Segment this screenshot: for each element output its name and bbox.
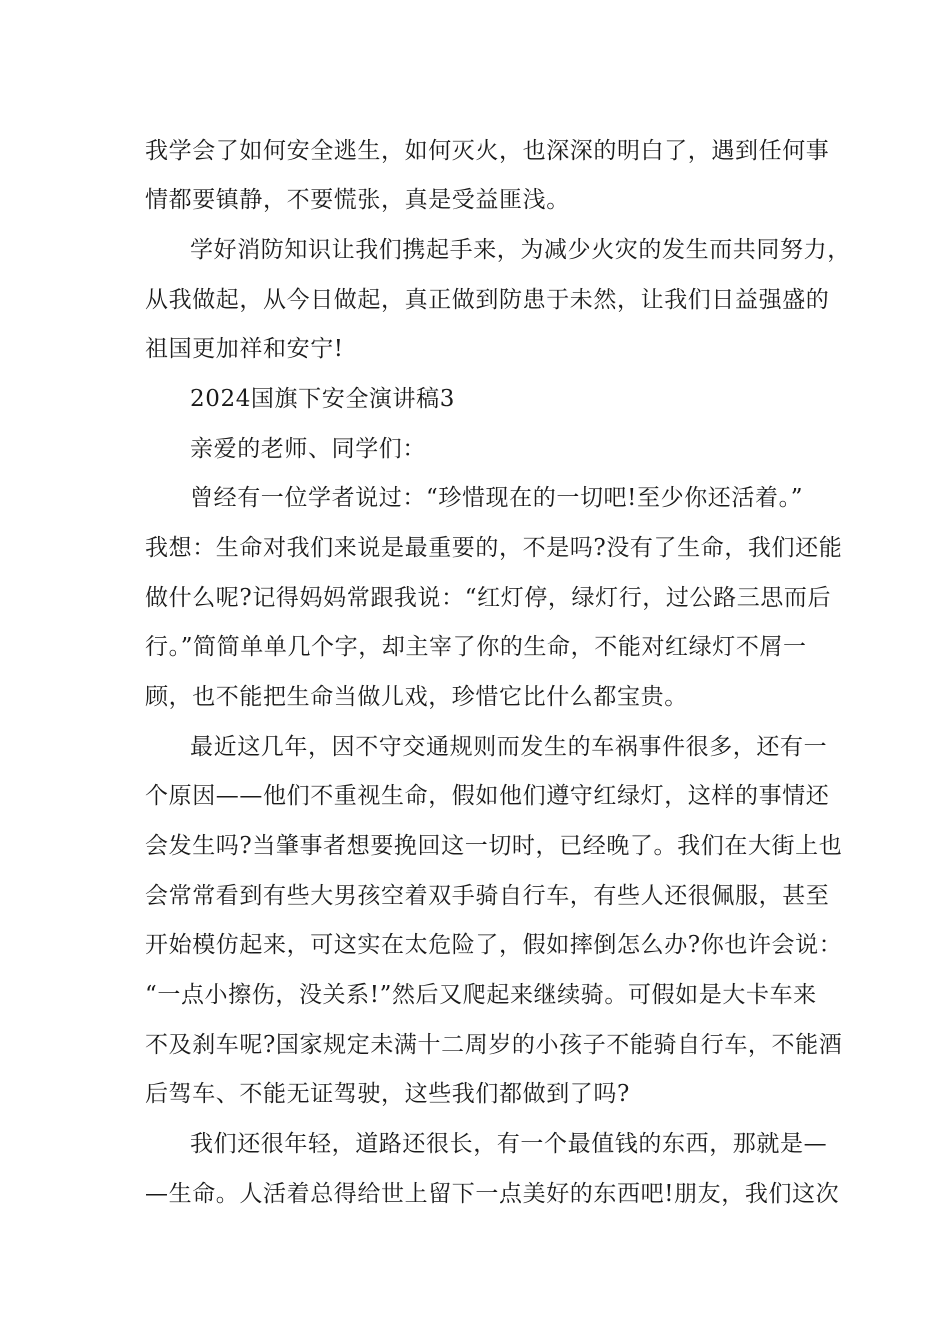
text-line: 行。”简简单单几个字，却主宰了你的生命，不能对红绿灯不屑一 xyxy=(145,634,807,660)
text-line: 后驾车、不能无证驾驶，这些我们都做到了吗? xyxy=(145,1081,630,1107)
text-line: 情都要镇静，不要慌张，真是受益匪浅。 xyxy=(145,187,570,213)
text-line: 会发生吗?当肇事者想要挽回这一切时，已经晚了。我们在大街上也 xyxy=(145,833,843,859)
paragraph-start-line: 曾经有一位学者说过：“珍惜现在的一切吧!至少你还活着。” xyxy=(190,485,804,511)
text-line: 从我做起，从今日做起，真正做到防患于未然，让我们日益强盛的 xyxy=(145,287,830,313)
text-line: 个原因——他们不重视生命，假如他们遵守红绿灯，这样的事情还 xyxy=(145,783,830,809)
text-line: “一点小擦伤，没关系!”然后又爬起来继续骑。可假如是大卡车来 xyxy=(145,982,817,1008)
text-line: 不及刹车呢?国家规定未满十二周岁的小孩子不能骑自行车，不能酒 xyxy=(145,1032,843,1058)
text-line: 会常常看到有些大男孩空着双手骑自行车，有些人还很佩服，甚至 xyxy=(145,883,830,909)
salutation: 亲爱的老师、同学们： xyxy=(190,436,426,462)
paragraph-start-line: 学好消防知识让我们携起手来，为减少火灾的发生而共同努力， xyxy=(190,237,851,263)
text-line: 我学会了如何安全逃生，如何灭火，也深深的明白了，遇到任何事 xyxy=(145,138,830,164)
text-line: 我想：生命对我们来说是最重要的，不是吗?没有了生命，我们还能 xyxy=(145,535,843,561)
text-line: 做什么呢?记得妈妈常跟我说：“红灯停，绿灯行，过公路三思而后 xyxy=(145,585,832,611)
text-line: 祖国更加祥和安宁! xyxy=(145,336,344,362)
text-line: 顾，也不能把生命当做儿戏，珍惜它比什么都宝贵。 xyxy=(145,684,688,710)
paragraph-start-line: 最近这几年，因不守交通规则而发生的车祸事件很多，还有一 xyxy=(190,734,828,760)
text-line: 开始模仿起来，可这实在太危险了，假如摔倒怎么办?你也许会说： xyxy=(145,932,843,958)
text-line: —生命。人活着总得给世上留下一点美好的东西吧!朋友，我们这次 xyxy=(145,1181,840,1207)
section-heading: 2024国旗下安全演讲稿3 xyxy=(190,386,455,412)
paragraph-start-line: 我们还很年轻，道路还很长，有一个最值钱的东西，那就是— xyxy=(190,1131,828,1157)
